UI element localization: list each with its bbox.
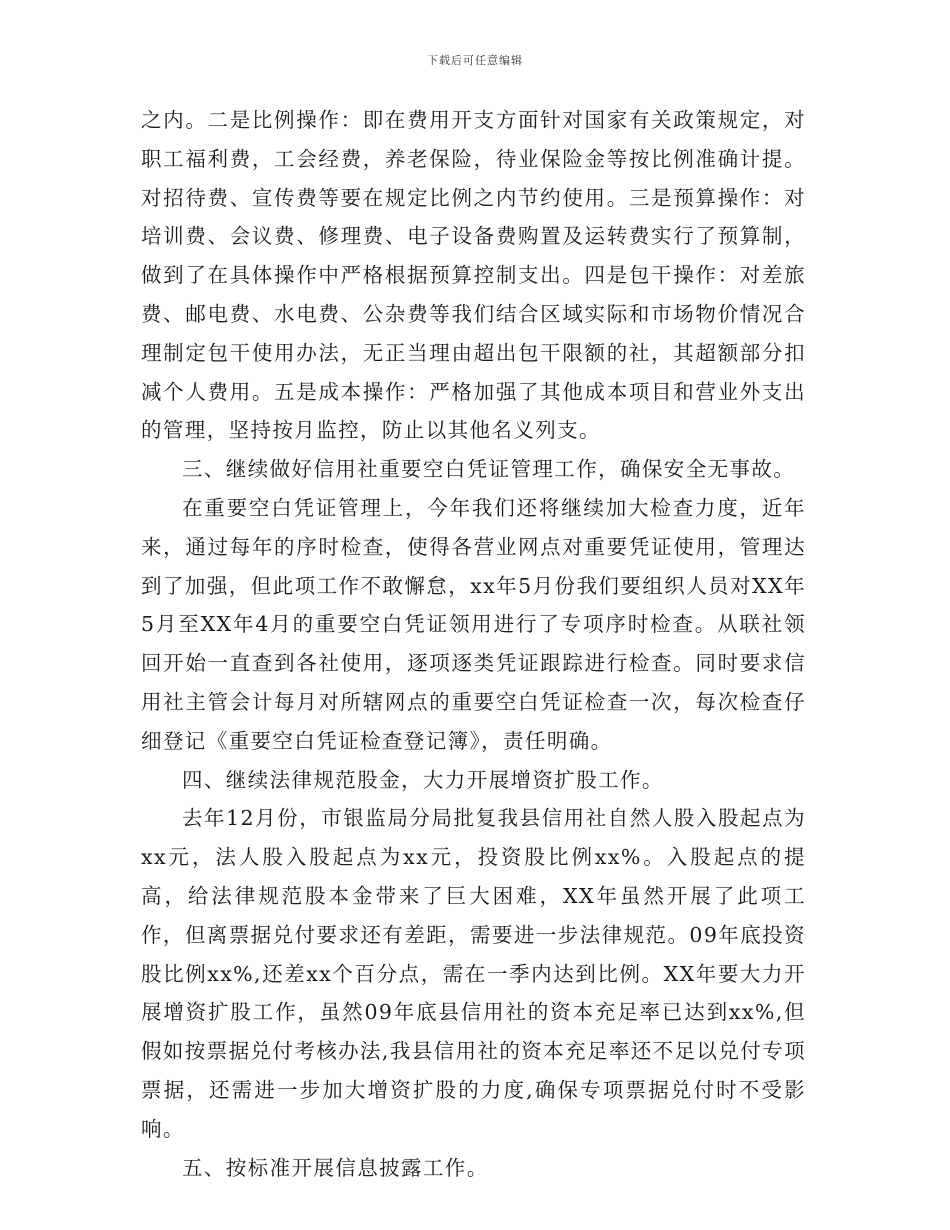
paragraph-share-capital: 去年12月份，市银监局分局批复我县信用社自然人股入股起点为xx元，法人股入股起点为xx元，投资股比例xx%。入股起点的提高，给法律规范股本金带来了巨大困难，XX年虽然开展了此项工作，但离票据兑付要求还有差距，需要进一步法律规范。09年底投资股比例xx%,还差xx个百分点，需在一季内达到比例。XX年要大力开展增资扩股工作，虽然09年底县信用社的资本充足率已达到xx%,但假如按票据兑付考核办法,我县信用社的资本充足率还不足以兑付专项票据，还需进一步加大增资扩股的力度,确保专项票据兑付时不受影响。 <box>141 806 806 1141</box>
paragraph-expense-control: 之内。二是比例操作：即在费用开支方面针对国家有关政策规定，对职工福利费，工会经费，养老保险，待业保险金等按比例准确计提。对招待费、宣传费等要在规定比例之内节约使用。三是预算操作：对培训费、会议费、修理费、电子设备费购置及运转费实行了预算制，做到了在具体操作中严格根据预算控制支出。四是包干操作：对差旅费、邮电费、水电费、公杂费等我们结合区域实际和市场物价情况合理制定包干使用办法，无正当理由超出包干限额的社，其超额部分扣减个人费用。五是成本操作：严格加强了其他成本项目和营业外支出的管理，坚持按月监控，防止以其他名义列支。 <box>141 108 806 443</box>
section-heading-blank-vouchers: 三、继续做好信用社重要空白凭证管理工作，确保安全无事故。 <box>182 457 796 482</box>
paragraph-blank-vouchers: 在重要空白凭证管理上，今年我们还将继续加大检查力度，近年来，通过每年的序时检查，使得各营业网点对重要凭证使用，管理达到了加强，但此项工作不敢懈怠，xx年5月份我们要组织人员对XX年5月至XX年4月的重要空白凭证领用进行了专项序时检查。从联社领回开始一直查到各社使用，逐项逐类凭证跟踪进行检查。同时要求信用社主管会计每月对所辖网点的重要空白凭证检查一次，每次检查仔细登记《重要空白凭证检查登记簿》，责任明确。 <box>141 495 806 753</box>
section-heading-share-capital: 四、继续法律规范股金，大力开展增资扩股工作。 <box>182 767 664 792</box>
page-header: 下载后可任意编辑 <box>427 54 523 67</box>
document-body <box>141 101 806 1187</box>
section-heading-disclosure: 五、按标准开展信息披露工作。 <box>182 1155 489 1180</box>
